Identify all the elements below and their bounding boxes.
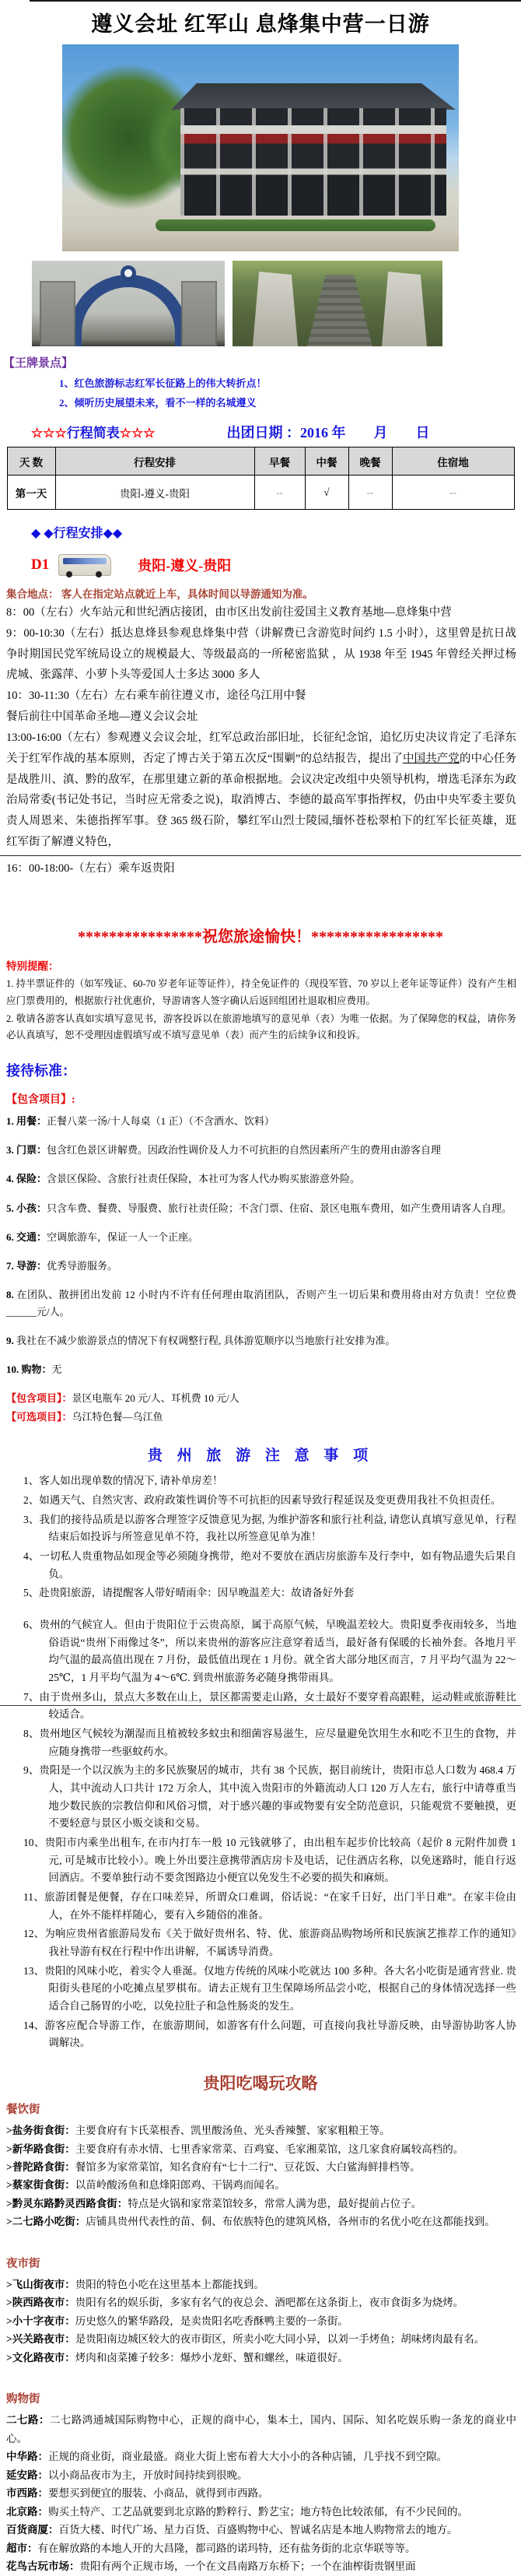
item-text: 包含红色景区讲解费。因政治性调价及人力不可抗拒的自然因素所产生的费用由游客自理 [47,1144,442,1156]
night-market-item [6,2293,516,2311]
item-label: >陕西路夜市： [6,2297,75,2309]
reception-item [6,1229,516,1246]
night-market-heading: 夜市街 [6,2257,40,2270]
photo-gate-arch [69,275,187,346]
item-text: 为响应贵州省旅游局发布《关于做好贵州名、特、优、旅游商品购物场所和民族演艺推荐工作的通知》我社导游有权在行程中作出讲解，不属诱导消费。 [44,1928,517,1957]
item-text: 旅游团餐是便餐，存在口味差异，所谓众口难调，俗话说：“在家千日好，出门半日难”。在家丰俭由人，在外不能样样随心，要有入乡随俗的准备。 [44,1890,517,1921]
item-label: >兴关路夜市： [6,2333,75,2346]
item-label: 延安路： [6,2469,48,2481]
photo-row [32,261,521,346]
item-label: 3、 [23,1513,40,1525]
item-label: 4. 保险： [6,1173,47,1185]
item-label: 市西路： [6,2487,48,2500]
item-text: 空调旅游车，保证一人一个正座。 [47,1230,199,1243]
note-item [23,1725,516,1760]
night-market-item [6,2312,516,2330]
item-label: 中华路： [6,2451,48,2463]
item-text: 是贵阳南边城区较大的夜市街区，所卖小吃大同小异，以刘一手烤鱼；胡味烤肉最有名。 [75,2333,485,2346]
item-label: >新华路食街： [6,2143,75,2155]
item-text: 主要食府有卞氏菜根香、凯里酸汤鱼、光头香辣蟹、家家粗粮王等。 [75,2125,390,2137]
note-item [23,1889,516,1924]
item-text: 特点是火锅和家常菜馆较多，常常人满为患，最好提前占位子。 [128,2197,422,2209]
item-text: 我社在不减少旅游景点的情况下有权调整行程, 具体游览顺序以当地旅行社安排为准。 [16,1335,396,1346]
highlight-item: 2、倾听历史展望未来，看不一样的名城遵义 [59,397,257,409]
item-text: 客人如出现单数的情况下, 请补单房差！ [39,1475,223,1487]
highlight-item: 1、红色旅游标志红军长征路上的伟大转折点！ [59,377,267,389]
item-text: 无 [51,1363,62,1376]
night-market-list [0,2276,521,2367]
item-text: 我们的接待品质是以游客合理签字反馈意见为据, 为维护游客和旅行社利益, 请您认真填写意见单，行程结束后如投诉与所签意见单不符，我社以所签意见单为准！ [39,1513,517,1543]
table-row [7,476,514,510]
reception-item [6,1170,516,1188]
item-text: 由于贵州多山，景点大多数在山上，景区都需要走山路，女士最好不要穿着高跟鞋，运动鞋或旅游鞋比较适合。 [39,1690,517,1721]
photo-shrubs [156,219,435,231]
shopping-streets-heading: 购物街 [6,2393,40,2406]
note-item [23,1492,516,1510]
night-market-item [6,2276,516,2293]
note-item [23,1963,516,2016]
schedule-text: 的中心任务是战胜川、滇、黔的敌军，在那里建立新的革命根据地。会议决定改组中央领导机构，增选毛泽东为政治局常委(书记处书记，当时应无常委之说)，取消博古、李德的最高军事指挥权，仍由中央军委主要负责人周恩来、朱德指挥军事。登 365 级石阶，攀红军山烈士陵园,缅怀苍松翠柏下的红军长征英雄，逛红军街了解遵义特色， [6,752,517,848]
guizhou-notes-list [0,1472,521,2052]
dining-streets-heading: 餐饮街 [6,2104,40,2117]
shopping-street-item [6,2466,516,2484]
note-item [23,2017,516,2052]
day-1-header [31,554,521,576]
item-text: 优秀导游服务。 [47,1259,118,1272]
item-label: 1、 [23,1475,40,1487]
schedule-lines [0,602,521,728]
item-label: 13、 [23,1964,45,1977]
item-text: 要想买到便宜的服装、小商品，就得到市西路。 [48,2487,269,2500]
shopping-street-item [6,2411,516,2448]
stars-decoration: ☆☆☆ [119,426,156,440]
page-title: 遵义会址 红军山 息烽集中营一日游 [91,12,430,36]
item-text: 烤肉和卤菜摊子较多：爆炒小龙虾、蟹和螺丝，味道很好。 [75,2351,348,2364]
top-divider [30,0,521,2]
cell-lodging: -- [392,476,514,510]
item-label: 北京路： [6,2505,48,2518]
item-text: 贵阳的风味小吃，着实令人垂涎。仅地方传统的风味小吃就达 100 多种。各大名小吃街是通宵营业. 贵阳街头巷尾的小吃摊点星罗棋布。请去正规有卫生保障场所品尝小吃，根据自己的身体情况选择一些适合自己肠胃的小吃，以免拉肚子和急性肠炎的发生。 [44,1964,517,2012]
top-attractions [0,354,521,409]
item-text: 游客应配合导游工作，在旅游期间，如游客有什么问题，可直接向我社导游反映，由导游协助客人协调解决。 [44,2019,516,2049]
item-label: 9、 [23,1764,40,1777]
table-header-row [7,447,514,476]
note-item [23,1585,516,1602]
item-label: 二七路： [6,2414,50,2427]
schedule-line: 餐后前往中国革命圣地—遵义会议会址 [6,711,198,724]
item-label: >文化路夜市： [6,2351,75,2364]
arrangement-heading: ◆ ◆行程安排◆◆ [31,527,123,540]
item-label: 7. 导游： [6,1259,47,1272]
underlined-term: 中国共产党 [402,752,460,765]
item-label: >小十字夜市： [6,2315,75,2327]
optional-text: 乌江特色餐—乌江鱼 [72,1411,163,1423]
section-divider [0,855,521,856]
col-breakfast: 早餐 [254,447,305,476]
item-label: 花鸟古玩市场： [6,2560,80,2573]
item-label: 3. 门票： [6,1144,47,1156]
guiyang-guide-heading: 贵阳吃喝玩攻略 [203,2074,318,2093]
special-reminder-list [0,976,521,1045]
photo-ground [62,231,459,251]
photo-gate-pillar [181,281,217,346]
optional-row [6,1409,516,1423]
photo-stairs [307,275,372,346]
item-label: 5、 [23,1587,40,1599]
cell-day: 第一天 [7,476,55,510]
item-text: 赴贵阳旅游，请提醒客人带好晴雨伞：因早晚温差大：故请备好外套 [39,1587,355,1599]
item-label: 11、 [23,1890,45,1903]
item-text: 只含车费、餐费、导服费、旅行社责任险；不含门票、住宿、景区电瓶车费用，如产生费用请客人自理。 [47,1202,512,1214]
note-item [23,1511,516,1546]
photo-monument-stone [382,272,427,346]
col-dinner: 晚餐 [348,447,392,476]
col-lunch: 中餐 [305,447,348,476]
item-text: 购买土特产、工艺品就要到北京路的黔粹行、黔艺宝；地方特色比较浓郁，有不少民间的。 [48,2505,468,2518]
meeting-point: 集合地点： 客人在指定站点就近上车，具体时间以导游通知为准。 [6,588,313,600]
item-text: 二七路鸿通城国际购物中心，正规的商中心，集本土，国内、国际、知名吃娱乐购一条龙的商业中心。 [6,2414,517,2444]
shopping-street-item [6,2521,516,2539]
reception-list [0,1113,521,1378]
schedule-line: 9：00-10:30（左右）抵达息烽县参观息烽集中营（讲解费已含游览时间约 1.5 小时），这里曾是抗日战争时期国民党军统局设立的规模最大、等级最高的一所秘密监狱 ，从 1938 年至 1945 年曾经关押过杨虎城、张露萍、小萝卜头等爱国人士多达 3000 多人 [6,626,516,682]
reception-item [6,1286,516,1321]
zunyi-conference-site-photo [62,44,459,251]
item-text: 贵阳市内乘坐出租车, 在市内打车一般 10 元钱就够了，由出租车起步价比较高（起价 8 元附件加费 1 元, 可是城市比较小）。晚上外出要注意携带酒店房卡及电话，记住酒店名称，以免迷路时，能自行返回酒店。不要单独行动不要贪图路边小便宜以免发生不必要的损失和麻烦。 [44,1836,517,1884]
item-label: 8、 [23,1727,40,1739]
dining-streets-list [0,2122,521,2231]
item-label: 6、 [23,1618,40,1630]
photo-gate-pillar [40,281,75,346]
night-market-item [6,2330,516,2348]
item-label: 9. [6,1335,16,1346]
reception-item [6,1113,516,1130]
photo-monument-stone [253,272,298,346]
schedule-text: 13:00-16:00（左右）参观遵义会议会址，红军总政治部旧址，长征纪念馆，追忆历史决议肯定了毛泽东关于红军作战的基本原则，否定了博古关于第五次反“围剿”的总结报告，提出了 [6,731,516,765]
dining-street-item [6,2140,516,2158]
shopping-street-item [6,2484,516,2502]
shopping-streets-list [0,2411,521,2575]
cell-lunch: √ [305,476,348,510]
note-item [23,1762,516,1833]
item-label: 8. [6,1288,17,1300]
shopping-street-item [6,2539,516,2557]
item-label: >飞山街夜市： [6,2278,75,2290]
reception-item [6,1258,516,1275]
special-reminder-heading: 特别提醒： [6,960,59,972]
item-label: 14、 [23,2019,45,2031]
shopping-street-item [6,2448,516,2465]
item-text: 贵阳是一个以汉族为主的多民族聚居的城市，共有 38 个民族，据目前统计，贵阳市总人口数为 468.4 万人，其中流动人口共计 172 万余人，其中流入贵阳市的外籍流动人口 120 万人左右，旅行中请尊重当地少数民族的宗教信仰和风俗习惯，对于感兴趣的事或物要有安全防范意识，只能观赏不要触摸，更不要轻意与景区小贩交谈和交易。 [39,1764,516,1830]
note-item [23,1689,516,1724]
reception-item [6,1200,516,1217]
dining-street-item [6,2158,516,2176]
item-label: 10、 [23,1836,45,1848]
cell-breakfast: -- [254,476,305,510]
item-text: 以苗岭酸汤鱼和息烽阳郎鸡、干锅鸡而闻名。 [75,2179,285,2192]
item-label: >蔡家街食街： [6,2179,75,2192]
day-route: 贵阳-遵义-贵阳 [138,558,232,574]
reception-item [6,1361,516,1378]
photo-gate-emblem [121,265,136,281]
shopping-street-item [6,2503,516,2521]
shopping-street-item [6,2557,516,2575]
item-label: 10. 购物： [6,1363,52,1376]
item-label: >普陀路食街： [6,2160,75,2173]
reception-standard-heading: 接待标准： [6,1063,76,1079]
return-trip-line: 16：00-18:00-（左右）乘车返贵阳 [6,862,175,875]
reception-item [6,1332,516,1349]
item-text: 贵阳有两个正规市场，一个在文昌南路万东桥下；一个在油榨街贵钢里面 [79,2560,416,2573]
reception-item [6,1142,516,1159]
item-text: 在团队、散拼团出发前 12 小时内不许有任何理由取消团队，否则产生一切后果和费用将由对方负责！空位费______元/人。 [6,1288,516,1318]
night-market-item [6,2349,516,2367]
item-text: 正餐八菜一汤/十人每桌（1 正）（不含酒水、饮料） [47,1115,274,1128]
col-days: 天 数 [7,447,55,476]
item-label: >黔灵东路黔灵西路食街： [6,2197,128,2209]
stars-decoration: ☆☆☆ [31,426,67,440]
item-text: 百货大楼、时代广场、星力百货、百盛购物中心、智诚名店是本地人购物常去的地方。 [58,2524,458,2536]
item-text: 贵州的气候宜人。但由于贵阳位于云贵高原，属于高原气候，早晚温差较大。贵阳夏季夜雨较多，当地俗语说“贵州下雨像过冬”，所以来贵州的游客应注意穿着适当，最好备有保暖的长袖外套。各地月平均气温的最高值出现在 7 月份，最低值出现在 1 月份。就全省大部分地区而言，7 月平均气温为 22～25℃，1 月平均气温为 4～6℃. 到贵州旅游务必随身携带雨具。 [39,1618,517,1683]
item-label: 5. 小孩： [6,1202,47,1214]
item-text: 正规的商业街，商业最盛。商业大街上密布着大大小小的各种店铺，几乎找不到空隙。 [48,2451,447,2463]
item-label: >二七路小吃街： [6,2216,86,2228]
schedule-visit-paragraph [6,728,516,853]
item-text: 一切私人贵重物品如现金等必须随身携带，绝对不要放在酒店房旅游车及行李中，如有物品遗失后果自负。 [39,1549,517,1580]
item-text: 贵州地区气候较为潮湿而且植被较多蚊虫和细菌容易滋生，应尽量避免饮用生水和吃不卫生的食物，并应随身携带一些驱蚊药水。 [39,1727,517,1757]
item-label: 4、 [23,1549,40,1562]
included-extra-row [6,1390,516,1405]
dining-street-item [6,2122,516,2139]
itinerary-table [7,447,515,510]
note-item [23,1834,516,1887]
item-label: 超市： [6,2542,38,2554]
item-text: 含景区保险、含旅行社责任保险，本社可为客人代办购买旅游意外险。 [47,1173,361,1185]
bus-icon [58,554,111,576]
dining-street-item [6,2195,516,2213]
included-extra-text: 景区电瓶车 20 元/人、耳机费 10 元/人 [72,1392,240,1405]
col-lodging: 住宿地 [392,447,514,476]
happy-journey-banner: ****************祝您旅途愉快！***************** [78,928,443,946]
note-item [23,1548,516,1583]
reminder-item: 1. 持半票证件的（如军残证、60-70 岁老年证等证件），持全免证件的（现役军管、70 岁以上老年证等证件）没有产生相应门票费用的，根据旅行社优惠价，导游请客人签字确认后返回组团社退取相应费用。 [6,977,516,1006]
item-text: 贵阳的特色小吃在这里基本上都能找到。 [75,2278,264,2290]
item-text: 餐馆多为家常菜馆，知名食府有“七十二行”、豆花饭、大白鲨海鲜排档等。 [75,2160,421,2173]
item-label: 1. 用餐： [6,1115,47,1128]
item-text: 店铺具贵州代表性的苗、侗、布依族特色的建筑风格，各州市的名优小吃在这都能找到。 [86,2216,495,2228]
top-attractions-heading: 【王牌景点】 [3,357,74,370]
reminder-item: 2. 敬请各游客认真如实填写意见书，游客投诉以在旅游地填写的意见单（表）为唯一依据。为了保障您的权益，请你务必认真填写，恕不受理因虚假填写或不填写意见单（表）而产生的后续争议和投诉。 [6,1013,516,1041]
optional-label: 【可选项目】： [6,1411,72,1423]
item-text: 以小商品夜市为主，开放时间持续到很晚。 [48,2469,248,2481]
item-label: 12、 [23,1928,45,1940]
itinerary-brief-header [31,422,521,442]
red-army-hill-steps-photo [233,261,442,346]
cell-dinner: -- [348,476,392,510]
item-label: 7、 [23,1690,40,1703]
item-text: 有在解放路的本地人开的大昌隆，都司路的诺玛特，还有盐务街的北京华联等等。 [37,2542,416,2554]
note-item [23,1925,516,1960]
cell-route: 贵阳-遵义-贵阳 [55,476,254,510]
departure-date: 出团日期 ：2016 年 月 日 [226,425,430,440]
item-label: 6. 交通： [6,1230,47,1243]
item-label: 2、 [23,1493,40,1506]
item-text: 主要食府有赤水情、七里香家常菜、百鸡宴、毛家湘菜馆，这几家食府属较高档的。 [75,2143,464,2155]
xifeng-camp-gate-photo [32,261,225,346]
note-item [23,1616,516,1687]
itinerary-brief-title: 行程简表 [66,426,120,440]
item-text: 贵阳有名的娱乐街，多家有名气的夜总会、酒吧都在这条街上，夜市食街多为烧烤。 [75,2297,464,2309]
included-items-label: 【包含项目】: [6,1094,75,1107]
item-text: 历史悠久的繁华路段，是卖贵阳名吃香酥鸭主要的一条街。 [75,2315,348,2327]
note-item [23,1472,516,1490]
photo-building-facade [180,108,446,216]
guizhou-notes-heading: 贵 州 旅 游 注 意 事 项 [147,1448,374,1465]
schedule-line: 8：00（左右）火车站元和世纪酒店接团，由市区出发前往爱国主义教育基地—息烽集中营 [6,606,452,619]
item-label: 百货商厦： [6,2524,59,2536]
schedule-line: 10：30-11:30（左右）左右乘车前往遵义市，途径乌江用中餐 [6,690,306,703]
day-code: D1 [31,556,50,573]
dining-street-item [6,2213,516,2230]
dining-street-item [6,2176,516,2194]
col-arrangement: 行程安排 [55,447,254,476]
item-text: 如遇天气、自然灾害、政府政策性调价等不可抗拒的因素导致行程延误及变更费用我社不负担责任。 [39,1493,502,1506]
included-extra-label: 【包含项目】： [6,1392,72,1405]
item-label: >盐务街食街： [6,2125,75,2137]
photo-building-roof [171,83,456,110]
